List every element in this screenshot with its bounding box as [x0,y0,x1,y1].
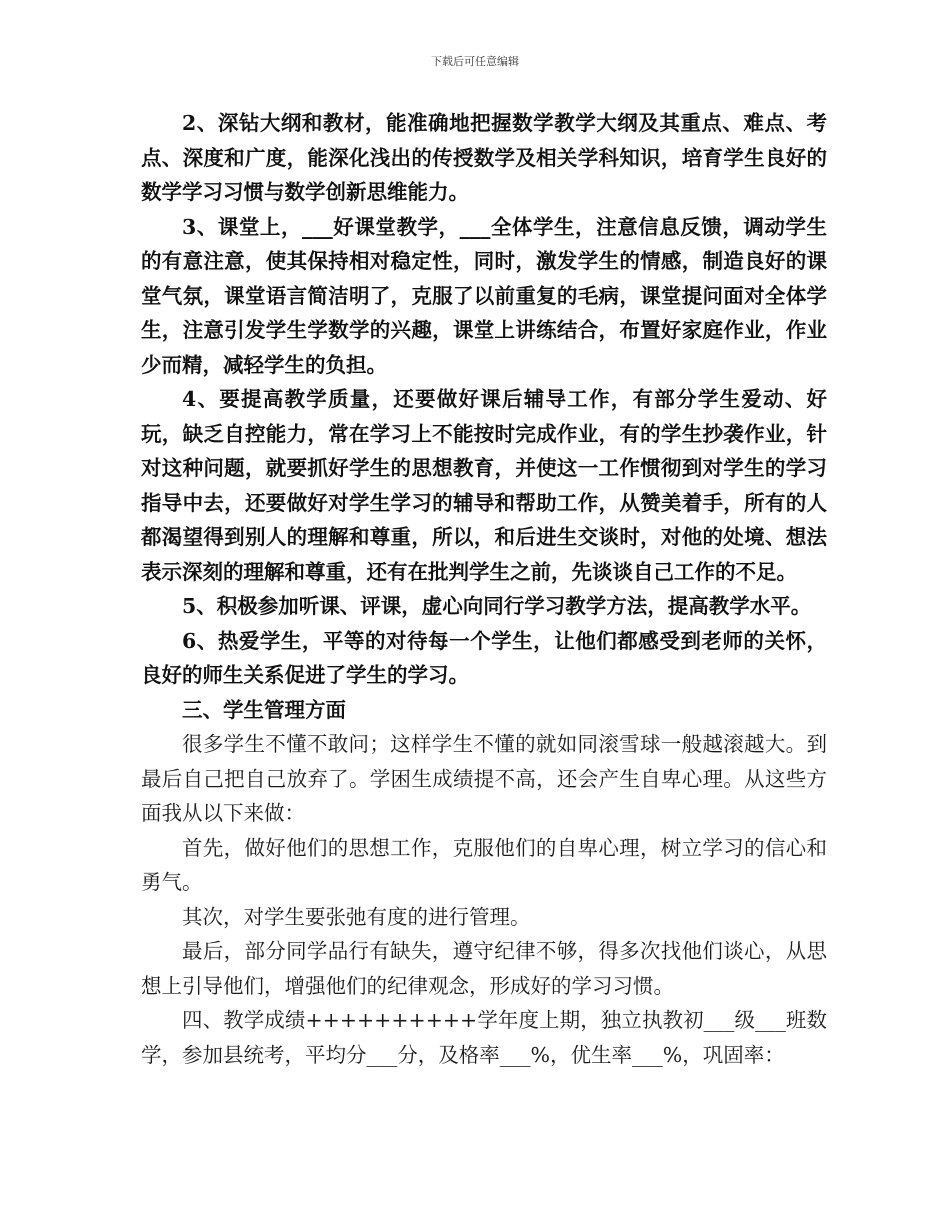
page-header: 下载后可任意编辑 [431,55,519,68]
paragraph-last: 最后，部分同学品行有缺失，遵守纪律不够，得多次找他们谈心，从思想上引导他们，增强他们的纪律观念，形成好的学习习惯。 [141,939,827,998]
paragraph-item-2: 2、深钻大纲和教材，能准确地把握数学教学大纲及其重点、难点、考点、深度和广度，能深化浅出的传授数学及相关学科知识，培育学生良好的数学学习习惯与数学创新思维能力。 [141,111,827,204]
paragraph-item-6: 6、热爱学生，平等的对待每一个学生，让他们都感受到老师的关怀，良好的师生关系促进了学生的学习。 [141,628,827,687]
paragraph-problem: 很多学生不懂不敢问；这样学生不懂的就如同滚雪球一般越滚越大。到最后自己把自己放弃了。学困生成绩提不高，还会产生自卑心理。从这些方面我从以下来做： [141,732,827,825]
section-teaching-results: 四、教学成绩++++++++++学年度上期，独立执教初___级___班数学，参加县统考，平均分___分，及格率___%，优生率___%，巩固率： [141,1008,827,1067]
document-body [141,106,827,1072]
paragraph-item-5: 5、积极参加听课、评课，虚心向同行学习教学方法，提高教学水平。 [182,594,812,618]
paragraph-item-4: 4、要提高教学质量，还要做好课后辅导工作，有部分学生爱动、好玩，缺乏自控能力，常在学习上不能按时完成作业，有的学生抄袭作业，针对这种问题，就要抓好学生的思想教育，并使这一工作惯彻到对学生的学习指导中去，还要做好对学生学习的辅导和帮助工作，从赞美着手，所有的人都渴望得到别人的理解和尊重，所以，和后进生交谈时，对他的处境、想法表示深刻的理解和尊重，还有在批判学生之前，先谈谈自己工作的不足。 [141,387,827,584]
section-heading-student-management: 三、学生管理方面 [182,697,346,722]
paragraph-item-3: 3、课堂上，___好课堂教学，___全体学生，注意信息反馈，调动学生的有意注意，使其保持相对稳定性，同时，激发学生的情感，制造良好的课堂气氛，课堂语言简洁明了，克服了以前重复的毛病，课堂提问面对全体学生，注意引发学生学数学的兴趣，课堂上讲练结合，布置好家庭作业，作业少而精，减轻学生的负担。 [141,214,827,377]
paragraph-first: 首先，做好他们的思想工作，克服他们的自卑心理，树立学习的信心和勇气。 [141,835,827,894]
paragraph-second: 其次，对学生要张弛有度的进行管理。 [182,904,531,929]
